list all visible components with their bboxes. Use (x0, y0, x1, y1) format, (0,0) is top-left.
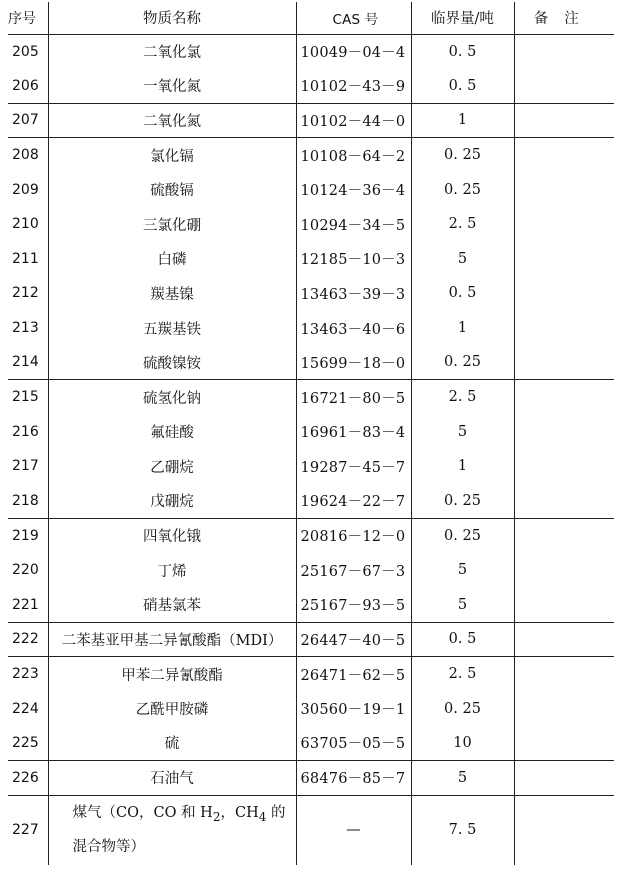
header-serial-number: 序号 (8, 2, 48, 34)
cell-cas-number: 25167－93－5 (296, 588, 411, 623)
cell-substance-name: 甲苯二异氰酸酯 (48, 657, 296, 692)
table-row (8, 242, 614, 277)
cell-substance-name: 乙酰甲胺磷 (48, 691, 296, 726)
cell-substance-name: 白磷 (48, 242, 296, 277)
cell-substance-name: 三氯化硼 (48, 207, 296, 242)
cell-remarks (514, 380, 614, 415)
table-row (8, 103, 614, 138)
name-part: ，CH (220, 805, 259, 822)
cell-substance-name: 硫酸镉 (48, 172, 296, 207)
cell-substance-name: 戊硼烷 (48, 484, 296, 519)
cell-threshold-quantity: 0. 5 (411, 34, 514, 69)
cell-substance-name: 硫 (48, 726, 296, 761)
cell-substance-name (48, 795, 296, 865)
cell-serial-number: 210 (8, 207, 48, 242)
cell-substance-name: 氯化镉 (48, 138, 296, 173)
table-row (8, 726, 614, 761)
name-line-2: 混合物等） (72, 839, 145, 856)
cell-serial-number: 226 (8, 760, 48, 795)
cell-threshold-quantity: 0. 25 (411, 172, 514, 207)
cell-remarks (514, 726, 614, 761)
table-row (8, 345, 614, 380)
cell-threshold-quantity: 0. 25 (411, 345, 514, 380)
cell-cas-number: 26471－62－5 (296, 657, 411, 692)
cell-substance-name: 石油气 (48, 760, 296, 795)
cell-serial-number: 216 (8, 415, 48, 450)
cell-remarks (514, 311, 614, 346)
cell-remarks (514, 622, 614, 657)
table-row (8, 657, 614, 692)
cell-serial-number: 218 (8, 484, 48, 519)
cell-cas-number: 10102－43－9 (296, 69, 411, 104)
cell-threshold-quantity: 2. 5 (411, 657, 514, 692)
cell-cas-number: 16961－83－4 (296, 415, 411, 450)
cell-serial-number: 212 (8, 276, 48, 311)
cell-threshold-quantity: 0. 25 (411, 691, 514, 726)
cell-serial-number: 208 (8, 138, 48, 173)
cell-cas-number: 10124－36－4 (296, 172, 411, 207)
cell-serial-number: 219 (8, 518, 48, 553)
subscript: 4 (258, 810, 267, 825)
cell-substance-name: 乙硼烷 (48, 449, 296, 484)
cell-serial-number: 222 (8, 622, 48, 657)
cell-serial-number: 214 (8, 345, 48, 380)
table-row (8, 691, 614, 726)
cell-serial-number: 209 (8, 172, 48, 207)
cell-threshold-quantity: 5 (411, 242, 514, 277)
cell-cas-number: 26447－40－5 (296, 622, 411, 657)
cell-serial-number: 207 (8, 103, 48, 138)
cell-remarks (514, 588, 614, 623)
cell-remarks (514, 449, 614, 484)
cell-cas-number: 10108－64－2 (296, 138, 411, 173)
cell-serial-number: 217 (8, 449, 48, 484)
cell-threshold-quantity: 1 (411, 103, 514, 138)
table-row (8, 34, 614, 69)
table-row (8, 518, 614, 553)
subscript: 2 (212, 810, 221, 825)
cell-remarks (514, 691, 614, 726)
header-threshold-quantity: 临界量/吨 (411, 2, 514, 34)
cell-remarks (514, 207, 614, 242)
cell-substance-name: 硝基氯苯 (48, 588, 296, 623)
cell-threshold-quantity: 2. 5 (411, 207, 514, 242)
cell-threshold-quantity: 0. 25 (411, 518, 514, 553)
cell-cas-number: 12185－10－3 (296, 242, 411, 277)
cell-substance-name: 二氧化氯 (48, 34, 296, 69)
table-row (8, 553, 614, 588)
cell-serial-number: 221 (8, 588, 48, 623)
cell-cas-number: 13463－40－6 (296, 311, 411, 346)
cell-serial-number: 224 (8, 691, 48, 726)
cell-threshold-quantity: 5 (411, 415, 514, 450)
cell-remarks (514, 345, 614, 380)
cell-threshold-quantity: 5 (411, 588, 514, 623)
cell-remarks (514, 795, 614, 865)
cell-substance-name: 二苯基亚甲基二异氰酸酯（MDI） (48, 622, 296, 657)
cell-cas-number: 16721－80－5 (296, 380, 411, 415)
table-row (8, 276, 614, 311)
table-row (8, 172, 614, 207)
cell-cas-number: 19624－22－7 (296, 484, 411, 519)
table-row (8, 69, 614, 104)
cell-cas-number: 10102－44－0 (296, 103, 411, 138)
cell-cas-number: 25167－67－3 (296, 553, 411, 588)
cell-threshold-quantity: 0. 25 (411, 138, 514, 173)
cell-serial-number: 227 (8, 795, 48, 865)
table-header-row (8, 2, 614, 34)
cell-threshold-quantity: 5 (411, 760, 514, 795)
name-part: 煤气（CO，CO 和 H (72, 805, 213, 822)
cell-substance-name: 羰基镍 (48, 276, 296, 311)
table-row (8, 484, 614, 519)
header-remarks: 备注 (514, 2, 614, 34)
cell-remarks (514, 518, 614, 553)
cell-cas-number: 68476－85－7 (296, 760, 411, 795)
table-row (8, 415, 614, 450)
cell-substance-name: 硫氢化钠 (48, 380, 296, 415)
cell-threshold-quantity: 1 (411, 449, 514, 484)
cell-remarks (514, 34, 614, 69)
cell-threshold-quantity: 7. 5 (411, 795, 514, 865)
cell-cas-number: 19287－45－7 (296, 449, 411, 484)
cell-threshold-quantity: 0. 5 (411, 622, 514, 657)
table-row (8, 138, 614, 173)
cell-cas-number: 15699－18－0 (296, 345, 411, 380)
cell-cas-number: 20816－12－0 (296, 518, 411, 553)
cell-remarks (514, 69, 614, 104)
cell-serial-number: 213 (8, 311, 48, 346)
cell-remarks (514, 415, 614, 450)
cell-remarks (514, 172, 614, 207)
table-row (8, 207, 614, 242)
table-row (8, 449, 614, 484)
cell-serial-number: 205 (8, 34, 48, 69)
table-row (8, 622, 614, 657)
table-row (8, 311, 614, 346)
cell-remarks (514, 760, 614, 795)
cell-cas-number: 10049－04－4 (296, 34, 411, 69)
cell-remarks (514, 138, 614, 173)
cell-cas-number: 13463－39－3 (296, 276, 411, 311)
cell-remarks (514, 276, 614, 311)
cell-remarks (514, 657, 614, 692)
cell-substance-name: 硫酸镍铵 (48, 345, 296, 380)
cell-serial-number: 211 (8, 242, 48, 277)
cell-remarks (514, 242, 614, 277)
cell-cas-number: 10294－34－5 (296, 207, 411, 242)
header-cas-number: CAS 号 (296, 2, 411, 34)
cell-serial-number: 220 (8, 553, 48, 588)
name-part: 的 (266, 805, 286, 822)
cell-substance-name: 一氧化氮 (48, 69, 296, 104)
cell-serial-number: 215 (8, 380, 48, 415)
cell-substance-name: 五羰基铁 (48, 311, 296, 346)
cell-threshold-quantity: 0. 25 (411, 484, 514, 519)
cell-threshold-quantity: 1 (411, 311, 514, 346)
cell-remarks (514, 553, 614, 588)
table-row (8, 760, 614, 795)
cell-cas-number: — (296, 795, 411, 865)
cell-serial-number: 223 (8, 657, 48, 692)
header-substance-name: 物质名称 (48, 2, 296, 34)
cell-threshold-quantity: 2. 5 (411, 380, 514, 415)
cell-cas-number: 30560－19－1 (296, 691, 411, 726)
cell-threshold-quantity: 0. 5 (411, 69, 514, 104)
cell-remarks (514, 103, 614, 138)
cell-threshold-quantity: 0. 5 (411, 276, 514, 311)
table-row-227 (8, 795, 614, 865)
cell-remarks (514, 484, 614, 519)
cell-substance-name: 二氧化氮 (48, 103, 296, 138)
table-row (8, 380, 614, 415)
cell-serial-number: 225 (8, 726, 48, 761)
cell-threshold-quantity: 10 (411, 726, 514, 761)
hazardous-substances-table (8, 2, 614, 865)
cell-threshold-quantity: 5 (411, 553, 514, 588)
cell-substance-name: 氟硅酸 (48, 415, 296, 450)
table-row (8, 588, 614, 623)
cell-cas-number: 63705－05－5 (296, 726, 411, 761)
cell-serial-number: 206 (8, 69, 48, 104)
cell-substance-name: 丁烯 (48, 553, 296, 588)
cell-substance-name: 四氧化锇 (48, 518, 296, 553)
